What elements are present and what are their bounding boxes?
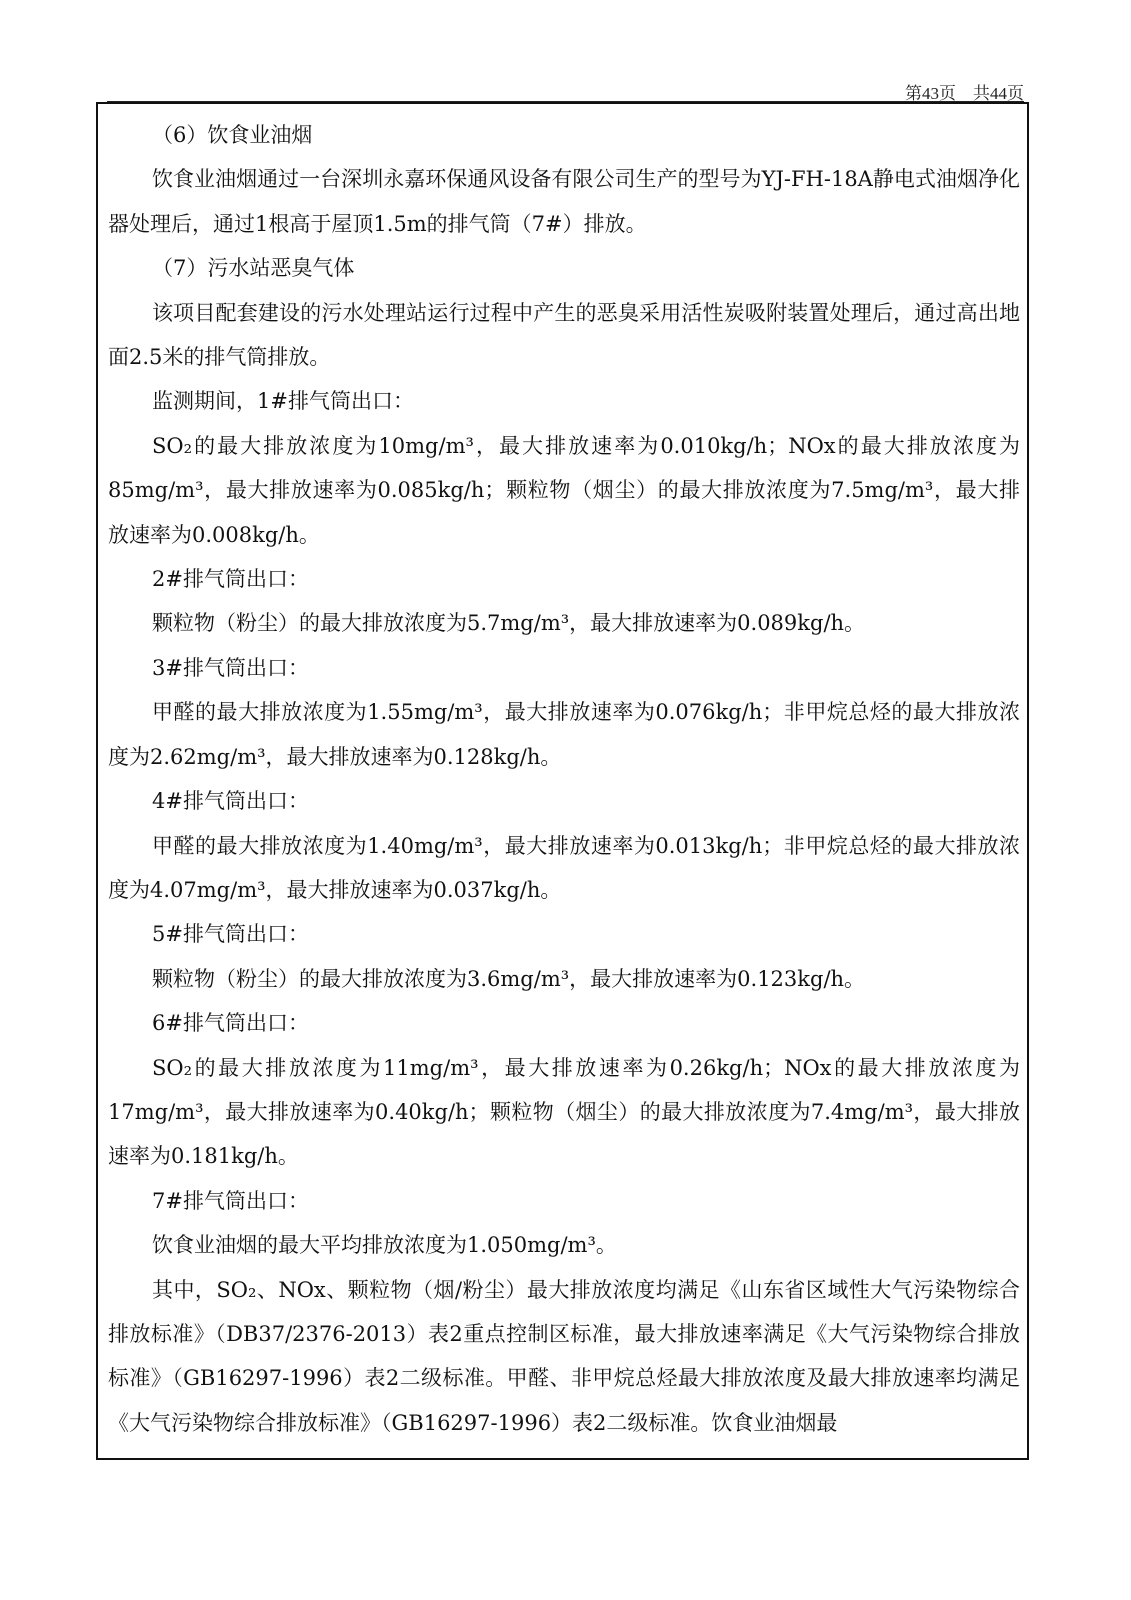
- label-stack-4: 4#排气筒出口：: [152, 789, 309, 814]
- section-heading-cooking-fumes: （6）饮食业油烟: [152, 123, 313, 147]
- label-stack-1: 监测期间，1#排气筒出口：: [152, 389, 414, 414]
- label-stack-5: 5#排气筒出口：: [152, 922, 309, 947]
- paragraph-compliance-summary: 其中，SO₂、NOx、颗粒物（烟/粉尘）最大排放浓度均满足《山东省区域性大气污染物综合排放标准》（DB37/2376-2013）表2重点控制区标准，最大排放速率满足《大气污染物综合排放标准》（GB16297-1996）表2二级标准。甲醛、非甲烷总烃最大排放浓度及最大排放速率均满足《大气污染物综合排放标准》（GB16297-1996）表2二级标准。饮食业油烟最: [108, 1277, 1020, 1435]
- paragraph-stack-4: 甲醛的最大排放浓度为1.40mg/m³，最大排放速率为0.013kg/h；非甲烷总烃的最大排放浓度为4.07mg/m³，最大排放速率为0.037kg/h。: [108, 833, 1020, 902]
- section-heading-sewage-odor: （7）污水站恶臭气体: [152, 256, 355, 281]
- paragraph-sewage-odor: 该项目配套建设的污水处理站运行过程中产生的恶臭采用活性炭吸附装置处理后，通过高出地面2.5米的排气筒排放。: [108, 300, 1020, 370]
- paragraph-cooking-fumes: 饮食业油烟通过一台深圳永嘉环保通风设备有限公司生产的型号为YJ-FH-18A静电式油烟净化器处理后，通过1根高于屋顶1.5m的排气筒（7#）排放。: [108, 167, 1020, 236]
- paragraph-stack-6: SO₂的最大排放浓度为11mg/m³，最大排放速率为0.26kg/h；NOx的最大排放浓度为17mg/m³，最大排放速率为0.40kg/h；颗粒物（烟尘）的最大排放浓度为7.4mg/m³，最大排放速率为0.181kg/h。: [108, 1055, 1020, 1169]
- paragraph-stack-7: 饮食业油烟的最大平均排放浓度为1.050mg/m³。: [152, 1233, 617, 1258]
- paragraph-stack-3: 甲醛的最大排放浓度为1.55mg/m³，最大排放速率为0.076kg/h；非甲烷总烃的最大排放浓度为2.62mg/m³，最大排放速率为0.128kg/h。: [108, 700, 1020, 769]
- paragraph-stack-1: SO₂的最大排放浓度为10mg/m³，最大排放速率为0.010kg/h；NOx的最大排放浓度为85mg/m³，最大排放速率为0.085kg/h；颗粒物（烟尘）的最大排放浓度为7.5mg/m³，最大排放速率为0.008kg/h。: [108, 433, 1020, 547]
- paragraph-stack-5: 颗粒物（粉尘）的最大排放浓度为3.6mg/m³，最大排放速率为0.123kg/h。: [152, 966, 866, 991]
- paragraph-stack-2: 颗粒物（粉尘）的最大排放浓度为5.7mg/m³，最大排放速率为0.089kg/h。: [152, 611, 866, 636]
- document-body: [108, 113, 1020, 1445]
- label-stack-3: 3#排气筒出口：: [152, 655, 309, 680]
- label-stack-6: 6#排气筒出口：: [152, 1011, 309, 1036]
- label-stack-7: 7#排气筒出口：: [152, 1188, 309, 1213]
- page-number-header: 第43页 共44页: [905, 84, 1024, 103]
- label-stack-2: 2#排气筒出口：: [152, 567, 309, 592]
